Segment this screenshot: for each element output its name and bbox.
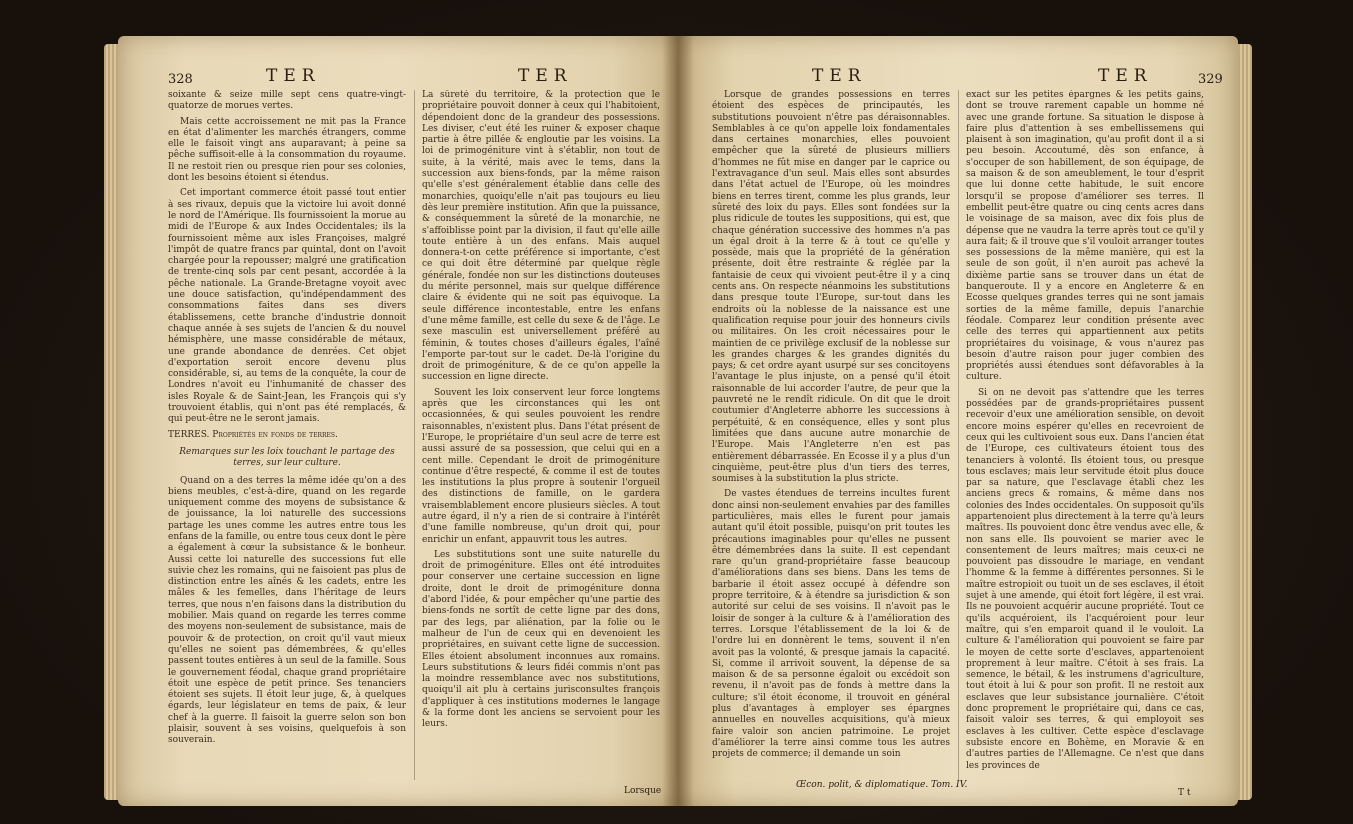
paragraph: Cet important commerce étoit passé tout entier à ses rivaux, depuis que la victoire lui avoit donné le nord de l'Amérique. Ils fournissoient la morue au midi de l'Europe & aux Indes Occidentales; ils la fournissoient même aux isles Françoises, malgré l'impôt de quatre francs par quintal, dont on l'avoit chargée pour la repousser; malgré une gratification de trente-cinq sols par cent pesant, accordée à la pêche nationale. La Grande-Bretagne voyoit avec une douce satisfaction, qu'indépendamment des consommations faites dans ses divers établissemens, cette branche d'industrie donnoit chaque année à ses sujets de l'ancien & du nouvel hémisphère, une masse considérable de métaux, une grande abondance de denrées. Cet objet d'exportation seroit encore devenu plus considérable, si, au tems de la conquête, la cour de Londres n'avoit eu l'inhumanité de chasser des isles Royale & de Saint-Jean, les François qui s'y trouvoient établis, qui n'ont pas été remplacés, & qui peut-être ne le seront jamais.	[168, 188, 406, 425]
paragraph: Les substitutions sont une suite naturelle du droit de primogéniture. Elles ont été introduites pour conserver une certaine succession en ligne droite, dont le droit de primogéniture donna d'abord l'idée, & pour empêcher qu'une partie des biens-fonds ne sortît de cette ligne par des dons, par des legs, par aliénation, par la folie ou le malheur de l'un de ceux qui en devenoient les propriétaires, en suivant cette ligne de succession. Elles étoient absolument inconnues aux romains. Leurs substitutions & leurs fidéi commis n'ont pas la moindre ressemblance avec nos substitutions, quoiqu'il ait plu à certains jurisconsultes françois d'appliquer à ces institutions modernes le langage & la forme dont les anciens se servoient pour les leurs.	[422, 549, 660, 730]
text-column	[168, 90, 406, 790]
column-rule	[958, 90, 959, 780]
paragraph: Quand on a des terres la même idée qu'on a des biens meubles, c'est-à-dire, quand on les regarde uniquement comme des moyens de subsistance & de jouissance, la loi naturelle des successions partage les unes comme les autres entre tous les enfans de la famille, ou entre tous ceux dont le père a également à cœur la subsistance & le bonheur. Aussi cette loi naturelle des successions fut elle suivie chez les romains, qui ne faisoient pas plus de distinction entre les aînés & les cadets, entre les mâles & les femelles, dans l'héritage de leurs terres, que nous n'en faisons dans la distribution du mobilier. Mais quand on regarde les terres comme des moyens non-seulement de subsistance, mais de pouvoir & de protection, on croit qu'il vaut mieux qu'elles ne soient pas démembrées, & qu'elles passent toutes entières à un seul de la famille. Sous le gouvernement féodal, chaque grand propriétaire étoit une espèce de petit prince. Ses tenanciers étoient ses sujets. Il étoit leur juge, &, à quelques égards, leur législateur en tems de paix, & leur chef à la guerre. Il faisoit la guerre selon son bon plaisir, souvent à ses voisins, quelquefois à son souverain.	[168, 475, 406, 746]
right-page	[678, 36, 1238, 806]
paragraph: exact sur les petites épargnes & les petits gains, dont se trouve rarement capable un homme né avec une grande fortune. Sa situation le dispose à faire plus d'attention à ses embellissemens qui plaisent à son imagination, qu'au profit dont il a si peu besoin. Accoutumé, dès son enfance, à s'occuper de son habillement, de son équipage, de sa maison & de son ameublement, le tour d'esprit que lui donne cette habitude, le suit encore lorsqu'il se propose d'améliorer ses terres. Il embellit peut-être quatre ou cinq cents acres dans le voisinage de sa maison, avec dix fois plus de dépense que ne vaudra la terre après tout ce qu'il y aura fait; & il trouve que s'il vouloit arranger toutes ses possessions de la même manière, qui est la seule de son goût, il n'en auroit pas achevé la dixième partie sans se trouver dans un état de banqueroute. Il y a encore en Angleterre & en Ecosse quelques grandes terres qui ne sont jamais sorties de la même famille, depuis l'anarchie féodale. Comparez leur condition présente avec celle des terres qui appartiennent aux petits propriétaires du voisinage, & vous n'aurez pas besoin d'autre raison pour juger combien des propriétés aussi étendues sont défavorables à la culture.	[966, 90, 1204, 383]
section-subtitle: Remarques sur les loix touchant le partage des terres, sur leur culture.	[179, 446, 395, 469]
text-column	[966, 90, 1204, 776]
text-column	[712, 90, 950, 776]
running-head: TER	[266, 66, 321, 86]
signature-mark: T t	[1178, 788, 1191, 798]
left-page	[118, 36, 678, 806]
footnote: Œcon. polit, & diplomatique. Tom. IV.	[796, 780, 968, 790]
paragraph: Si on ne devoit pas s'attendre que les terres possédées par de grands-propriétaires pussent recevoir d'eux une amélioration sensible, on devoit encore moins espérer qu'elles en recevroient de ceux qui les cultivoient sous eux. Dans l'ancien état de l'Europe, ces cultivateurs étoient tous des tenanciers à volonté. Ils étoient tous, ou presque tous esclaves; mais leur servitude étoit plus douce par sa nature, que l'esclavage établi chez les anciens grecs & romains, & même dans nos colonies des Indes occidentales. On supposoit qu'ils appartenoient plus directement à la terre qu'à leurs maîtres. Ils pouvoient donc être vendus avec elle, & non sans elle. Ils pouvoient se marier avec le consentement de leurs maîtres; mais ceux-ci ne pouvoient pas dissoudre le mariage, en vendant l'homme & la femme à différentes personnes. Si le maître estropioit ou tuoit un de ses esclaves, il étoit sujet à une amende, qui étoit fort légère, il est vrai. Ils ne pouvoient acquérir aucune propriété. Tout ce qu'ils acquéroient, ils l'acquéroient pour leur maître, qui s'en emparoit quand il le vouloit. La culture & l'amélioration qui pouvoient se faire par le moyen de cette sorte d'esclaves, appartenoient proprement à leur maître. C'étoit à ses frais. La semence, le bétail, & les instrumens d'agriculture, tout étoit à lui & pour son profit. Il ne restoit aux esclaves que leur subsistance journalière. C'étoit donc proprement le propriétaire qui, dans ce cas, faisoit valoir ses terres, & qui employoit ses esclaves à les cultiver. Cette espèce d'esclavage subsiste encore en Bohème, en Moravie & en d'autres parties de l'Allemagne. Ce n'est que dans les provinces de	[966, 387, 1204, 771]
running-head: TER	[1098, 66, 1153, 86]
column-rule	[414, 90, 415, 780]
section-heading: TERRES. Propriétés en fonds de terres.	[168, 429, 338, 440]
page-number: 329	[1198, 72, 1223, 87]
paragraph: Souvent les loix conservent leur force longtems après que les circonstances qui les ont occasionnées, & qui seules pouvoient les rendre raisonnables, n'existent plus. Dans l'état présent de l'Europe, le propriétaire d'un seul acre de terre est aussi assuré de sa possession, que celui qui en a cent mille. Cependant le droit de primogéniture continue d'être respecté, & comme il est de toutes les institutions la plus propre à soutenir l'orgueil des distinctions de famille, on le gardera vraisemblablement encore plusieurs siècles. A tout autre égard, il n'y a rien de si contraire à l'intérêt d'une famille nombreuse, qu'un droit qui, pour enrichir un enfant, appauvrit tous les autres.	[422, 387, 660, 545]
running-head: TER	[812, 66, 867, 86]
book-gutter	[662, 36, 694, 806]
running-head: TER	[518, 66, 573, 86]
page-edges-right	[1236, 44, 1252, 800]
text-column	[422, 90, 660, 790]
paragraph: De vastes étendues de terreins incultes furent donc ainsi non-seulement envahies par des familles particulières, mais elles le furent pour jamais autant qu'il étoit possible, puisqu'on prit toutes les précautions imaginables pour qu'elles ne pussent être démembrées dans la suite. Il est cependant rare qu'un grand-propriétaire fasse beaucoup d'améliorations dans ses biens. Dans les tems de barbarie il étoit assez occupé à défendre son propre territoire, & à étendre sa jurisdiction & son autorité sur celui de ses voisins. Il n'avoit pas le loisir de songer à la culture & à l'amélioration des terres. Lorsque l'établissement de la loi & de l'ordre lui en donnèrent le tems, souvent il n'en avoit pas la volonté, & presque jamais la capacité. Si, comme il arrivoit souvent, la dépense de sa maison & de sa personne égaloit ou excédoit son revenu, il n'avoit pas de fonds à mettre dans la culture; s'il étoit économe, il trouvoit en général plus d'avantages à employer ses épargnes annuelles en nouvelles acquisitions, qu'à mieux faire valoir son ancien patrimoine. Le projet d'améliorer la terre ainsi comme tous les autres projets de commerce; il demande un soin	[712, 489, 950, 760]
page-number: 328	[168, 72, 193, 87]
paragraph: Lorsque de grandes possessions en terres étoient des espèces de principautés, les substitutions pouvoient n'être pas déraisonnables. Semblables à ce qu'on appelle loix fondamentales dans certaines monarchies, elles pouvoient empêcher que la sûreté de plusieurs milliers d'hommes ne fût mise en danger par le caprice ou l'extravagance d'un seul. Mais elles sont absurdes dans l'état actuel de l'Europe, où les moindres biens en terres tirent, comme les plus grands, leur sûreté des loix du pays. Elles sont fondées sur la plus ridicule de toutes les suppositions, qui est, que chaque génération successive des hommes n'a pas un égal droit à la terre & à tout ce qu'elle y possède, mais que la propriété de la génération présente, doit être restrainte & réglée par la fantaisie de ceux qui vivoient peut-être il y a cinq cents ans. On respecte néanmoins les substitutions dans presque toute l'Europe, sur-tout dans les endroits où la noblesse de la naissance est une qualification requise pour jouir des honneurs civils ou militaires. On les croit nécessaires pour le maintien de ce privilège exclusif de la noblesse sur les grandes charges & les grandes dignités du pays; & cet ordre ayant usurpé sur ses concitoyens l'avantage le plus injuste, on a pensé qu'il étoit raisonnable de lui accorder l'autre, de peur que la pauvreté ne le rendît ridicule. On dit que le droit coutumier d'Angleterre abhorre les successions à perpétuité, & en conséquence, elles y sont plus limitées que dans aucune autre monarchie de l'Europe. Mais l'Angleterre n'en est pas entièrement débarrassée. En Ecosse il y a plus d'un cinquième, peut-être plus d'un tiers des terres, soumises à la substitution la plus stricte.	[712, 90, 950, 485]
paragraph: soixante & seize mille sept cens quatre-vingt-quatorze de morues vertes.	[168, 90, 406, 112]
paragraph: La sûreté du territoire, & la protection que le propriétaire pouvoit donner à ceux qui l'habitoient, dépendoient donc de la grandeur des possessions. Les diviser, c'eut été les ruiner & exposer chaque partie à être pillée & engloutie par les voisins. La loi de primogéniture vint à s'établir, non tout de suite, à la vérité, mais avec le tems, dans la succession aux biens-fonds, par la même raison qu'elle s'est généralement établie dans celle des monarchies, quoiqu'elle n'ait pas toujours eu lieu dès leur première institution. Afin que la puissance, & conséquemment la sûreté de la monarchie, ne s'affoiblisse point par la division, il faut qu'elle aille toute entière à un des enfans. Mais auquel donnera-t-on cette préférence si importante, c'est ce qui doit être déterminé par quelque règle générale, fondée non sur les distinctions douteuses du mérite personnel, mais sur quelque différence claire & évidente qui ne soit pas équivoque. La seule différence incontestable, entre les enfans d'une même famille, est celle du sexe & de l'âge. Le sexe masculin est universellement préféré au féminin, & toutes choses d'ailleurs égales, l'aîné l'emporte par-tout sur le cadet. De-là l'origine du droit de primogéniture, & de ce qu'on appelle la succession en ligne directe.	[422, 90, 660, 383]
paragraph: Mais cette accroissement ne mit pas la France en état d'alimenter les marchés étrangers, comme elle le faisoit vingt ans auparavant; à peine sa pêche suffisoit-elle à la consommation du royaume. Il ne restoit rien ou presque rien pour ses colonies, dont les besoins étoient si étendus.	[168, 116, 406, 184]
catchword: Lorsque	[624, 786, 662, 796]
